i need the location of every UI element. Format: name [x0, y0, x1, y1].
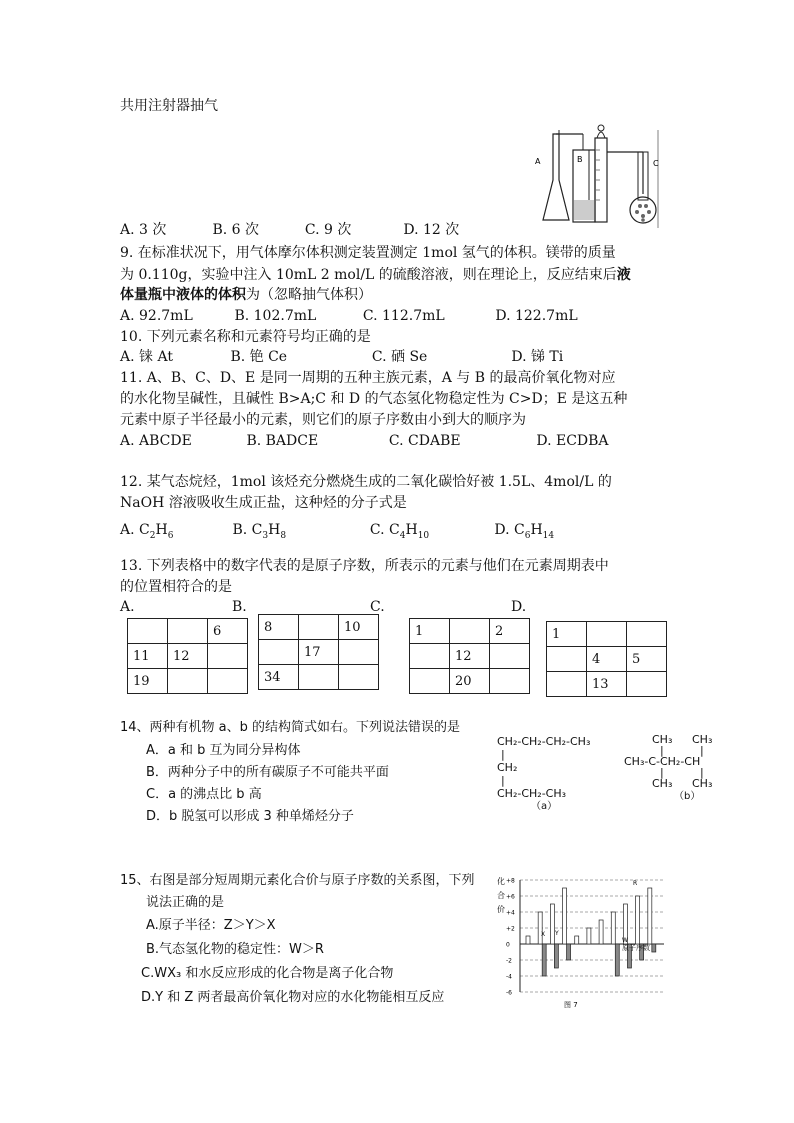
q13-table-b	[258, 614, 379, 690]
table-cell: 17	[299, 640, 339, 665]
structure-a-label: （a）	[531, 801, 558, 812]
q12-option-d[interactable]	[494, 520, 554, 546]
q9-line2-text: 为 0.110g，实验中注入 10mL 2 mol/L 的硫酸溶液，则在理论上，反应结束后	[120, 267, 617, 283]
q13-label-c[interactable]: C.	[370, 599, 385, 615]
q8-option-b[interactable]: B. 6 次	[212, 222, 259, 238]
structure-a	[497, 735, 590, 813]
structure-b-bond: |	[700, 744, 704, 757]
structure-b-main: CH₃-C-CH₂-CH	[624, 755, 701, 768]
table-cell	[490, 669, 530, 694]
q12-option-a-n1: 2	[149, 530, 156, 541]
q15-option-a[interactable]: A.原子半径：Z＞Y＞X	[146, 918, 276, 933]
table-cell	[259, 640, 299, 665]
q9-line3-bold: 体量瓶中液体的体积	[120, 287, 246, 303]
positive-valence-bar	[611, 912, 615, 944]
q13-stem-line2: 的位置相符合的是	[120, 579, 232, 595]
q12-option-a-letter: A. C	[120, 522, 150, 538]
y-tick-label: -4	[506, 973, 512, 981]
table-cell	[208, 669, 248, 694]
q13-table-d	[546, 621, 667, 697]
table-cell: 6	[208, 619, 248, 644]
q8-options	[120, 220, 459, 240]
q12-option-b-h: H	[268, 522, 281, 538]
y-tick-label: -6	[506, 989, 512, 997]
q14-option-d[interactable]: D．b 脱氢可以形成 3 种单烯烃分子	[146, 809, 354, 824]
q14-option-b[interactable]: B．两种分子中的所有碳原子不可能共平面	[146, 765, 389, 780]
valence-vs-atomic-number-chart	[494, 872, 674, 1010]
table-cell	[128, 619, 168, 644]
negative-valence-bar	[542, 944, 546, 976]
label-a: A	[535, 157, 541, 166]
q12-option-d-n1: 6	[524, 530, 531, 541]
table-cell	[208, 644, 248, 669]
q15-option-d[interactable]: D.Y 和 Z 两者最高价氧化物对应的水化物能相互反应	[141, 990, 445, 1005]
y-axis-label-char: 合	[497, 891, 505, 900]
positive-valence-bar	[587, 928, 591, 944]
positive-valence-bar	[599, 920, 603, 944]
q11-option-a[interactable]: A. ABCDE	[120, 433, 192, 449]
table-cell	[339, 640, 379, 665]
q11-option-b[interactable]: B. BADCE	[246, 433, 319, 449]
q12-stem-line1: 12. 某气态烷烃，1mol 该烃充分燃烧生成的二氧化碳恰好被 1.5L、4mol/L 的	[120, 474, 612, 490]
y-tick-label: +2	[506, 925, 515, 933]
table-cell: 4	[587, 647, 627, 672]
q12-option-c[interactable]	[370, 520, 490, 546]
negative-valence-bar	[615, 944, 619, 976]
negative-valence-bar	[652, 944, 656, 952]
q12-option-c-n2: 10	[417, 530, 430, 541]
table-cell: 5	[627, 647, 667, 672]
q11-stem-line2: 的水化物呈碱性，且碱性 B>A;C 和 D 的气态氢化物稳定性为 C>D；E 是这五种	[120, 391, 628, 407]
table-cell: 20	[450, 669, 490, 694]
q12-option-a-n2: 6	[167, 530, 174, 541]
q9-line2-bold: 液	[616, 267, 631, 283]
structure-a-row1: CH₂-CH₂-CH₂-CH₃	[497, 735, 591, 748]
q8-option-a[interactable]: A. 3 次	[120, 222, 167, 238]
bar-letter-y: Y	[555, 930, 559, 937]
q14-option-a[interactable]: A．a 和 b 互为同分异构体	[146, 743, 301, 758]
bar-letter-r: R	[633, 880, 638, 887]
q12-option-b-n2: 8	[280, 530, 287, 541]
q10-options	[120, 347, 563, 367]
structure-b-bond: |	[660, 766, 664, 779]
q12-stem-line2: NaOH 溶液吸收生成正盐，这种烃的分子式是	[120, 495, 407, 511]
q13-stem-line1: 13. 下列表格中的数字代表的是原子序数，所表示的元素与他们在元素周期表中	[120, 558, 609, 574]
table-cell	[627, 622, 667, 647]
table-cell	[299, 665, 339, 690]
table-cell: 13	[587, 672, 627, 697]
q11-option-c[interactable]: C. CDABE	[388, 433, 461, 449]
q12-option-c-letter: C. C	[369, 522, 400, 538]
q12-option-d-letter: D. C	[494, 522, 525, 538]
q12-option-d-n2: 14	[542, 530, 555, 541]
structure-b-bot-right: CH₃	[692, 777, 713, 790]
positive-valence-bar	[526, 936, 530, 944]
table-cell	[547, 647, 587, 672]
label-c: C	[653, 159, 659, 168]
x-axis-label: 原子序数	[622, 944, 650, 952]
q10-option-a[interactable]: A. 铼 At	[120, 349, 173, 365]
q12-option-b[interactable]	[232, 520, 365, 546]
bar-letter-x: X	[541, 931, 546, 938]
q11-stem-line3: 元素中原子半径最小的元素，则它们的原子序数由小到大的顺序为	[120, 412, 526, 428]
q15-stem-line2: 说法正确的是	[146, 895, 225, 910]
y-tick-label: 0	[506, 941, 510, 949]
q14-option-c[interactable]: C．a 的沸点比 b 高	[146, 787, 262, 802]
structure-b-top-left: CH₃	[652, 733, 673, 746]
q8-option-c[interactable]: C. 9 次	[304, 222, 352, 238]
q9-option-d[interactable]: D. 122.7mL	[495, 308, 578, 324]
q9-stem-line2	[120, 265, 631, 285]
table-cell	[339, 665, 379, 690]
q12-option-c-n1: 4	[399, 530, 406, 541]
q9-stem-line3	[120, 285, 372, 305]
negative-valence-bar	[567, 944, 571, 960]
positive-valence-bar	[550, 904, 554, 944]
q10-option-d[interactable]: D. 锑 Ti	[511, 349, 564, 365]
table-cell: 8	[259, 615, 299, 640]
structure-b	[624, 733, 734, 803]
table-cell: 19	[128, 669, 168, 694]
structure-a-bond: |	[501, 774, 505, 787]
table-cell: 34	[259, 665, 299, 690]
structure-b-bond: |	[660, 744, 664, 757]
structure-b-bond: |	[700, 766, 704, 779]
q11-option-d[interactable]: D. ECDBA	[536, 433, 609, 449]
y-tick-label: +8	[506, 877, 515, 885]
label-b: B	[577, 155, 583, 164]
y-axis-label-char: 价	[497, 905, 505, 914]
gas-volume-apparatus-figure	[533, 120, 673, 228]
q12-option-a-h: H	[155, 522, 168, 538]
table-cell: 11	[128, 644, 168, 669]
positive-valence-bar	[575, 936, 579, 944]
table-cell	[410, 669, 450, 694]
table-cell	[587, 622, 627, 647]
table-cell	[450, 619, 490, 644]
q10-option-c[interactable]: C. 硒 Se	[371, 349, 428, 365]
q12-option-b-letter: B. C	[232, 522, 263, 538]
q13-label-a[interactable]: A.	[120, 599, 135, 615]
q12-options	[120, 520, 554, 546]
structure-b-top-right: CH₃	[692, 733, 713, 746]
structure-b-label: （b）	[674, 791, 701, 802]
q9-option-b[interactable]: B. 102.7mL	[234, 308, 317, 324]
q12-option-c-h: H	[405, 522, 418, 538]
q15-option-b[interactable]: B.气态氢化物的稳定性：W＞R	[146, 942, 324, 957]
q15-option-c[interactable]: C.WX₃ 和水反应形成的化合物是离子化合物	[141, 966, 394, 981]
q9-options	[120, 306, 578, 326]
q9-option-a[interactable]: A. 92.7mL	[120, 308, 193, 324]
table-cell: 1	[410, 619, 450, 644]
table-cell	[627, 672, 667, 697]
table-cell	[168, 619, 208, 644]
q15-stem-line1: 15、右图是部分短周期元素化合价与原子序数的关系图，下列	[120, 873, 475, 888]
y-tick-label: +4	[506, 909, 515, 917]
positive-valence-bar	[538, 912, 542, 944]
q13-label-d[interactable]: D.	[511, 599, 527, 615]
positive-valence-bar	[563, 888, 567, 944]
y-tick-label: -2	[506, 957, 512, 965]
structure-a-row3: CH₂-CH₂-CH₃	[497, 787, 567, 800]
structure-b-bot-left: CH₃	[652, 777, 673, 790]
q8-continuation-text: 共用注射器抽气	[120, 98, 218, 114]
q9-option-c[interactable]: C. 112.7mL	[362, 308, 445, 324]
bar-letter-w: W	[622, 937, 628, 944]
q10-stem: 10. 下列元素名称和元素符号均正确的是	[120, 329, 371, 345]
table-cell: 12	[168, 644, 208, 669]
table-cell: 10	[339, 615, 379, 640]
q10-option-b[interactable]: B. 铯 Ce	[230, 349, 288, 365]
structure-a-row2: CH₂	[497, 761, 518, 774]
y-tick-label: +6	[506, 893, 515, 901]
q11-options	[120, 431, 609, 451]
q8-option-d[interactable]: D. 12 次	[403, 222, 460, 238]
q12-option-a[interactable]	[120, 520, 228, 546]
positive-valence-bar	[636, 896, 640, 944]
q13-table-a	[127, 618, 248, 694]
y-axis-label-char: 化	[497, 877, 505, 886]
q11-stem-line1: 11. A、B、C、D、E 是同一周期的五种主族元素，A 与 B 的最高价氧化物对应	[120, 370, 616, 386]
table-cell	[547, 672, 587, 697]
table-cell	[410, 644, 450, 669]
q14-stem: 14、两种有机物 a、b 的结构简式如右。下列说法错误的是	[120, 720, 461, 735]
table-cell	[168, 669, 208, 694]
q12-option-d-h: H	[530, 522, 543, 538]
q13-label-b[interactable]: B.	[232, 599, 247, 615]
q9-line3-text: 为（忽略抽气体积）	[246, 287, 372, 303]
table-cell	[299, 615, 339, 640]
q12-option-b-n1: 3	[262, 530, 269, 541]
structure-a-bond: |	[501, 748, 505, 761]
q9-stem-line1: 9. 在标准状况下，用气体摩尔体积测定装置测定 1mol 氢气的体积。镁带的质量	[120, 245, 616, 261]
table-cell: 2	[490, 619, 530, 644]
negative-valence-bar	[554, 944, 558, 968]
positive-valence-bar	[648, 888, 652, 944]
q13-table-c	[409, 618, 530, 694]
chart-caption: 图 7	[564, 1001, 578, 1009]
table-cell: 1	[547, 622, 587, 647]
table-cell: 12	[450, 644, 490, 669]
table-cell	[490, 644, 530, 669]
